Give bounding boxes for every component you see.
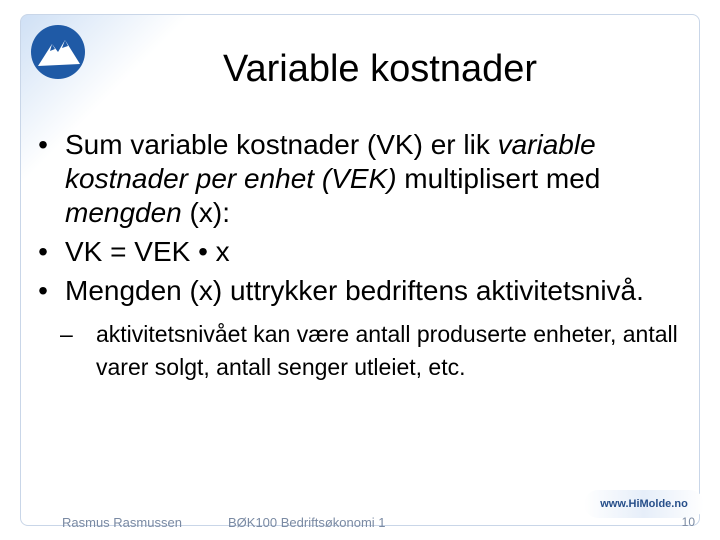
footer-author: Rasmus Rasmussen (62, 515, 182, 530)
bullet-1-text-c: multiplisert med (396, 163, 601, 194)
bullet-1-text-d: mengden (65, 197, 182, 228)
bullet-3-text: Mengden (x) uttrykker bedriftens aktivitetsnivå. (65, 275, 644, 306)
sub-bullet-1-text: aktivitetsnivået kan være antall produserte enheter, antall varer solgt, antall senger utleiet, etc. (96, 321, 678, 380)
bullet-1 (32, 128, 692, 230)
sub-bullet-1 (60, 318, 692, 384)
bullet-2 (32, 235, 692, 269)
bullet-dot: • (38, 275, 48, 306)
bullet-dot: • (38, 129, 48, 160)
bullet-2-text: VK = VEK • x (65, 236, 230, 267)
bullet-dot: • (38, 236, 48, 267)
bullet-1-text-e: (x): (181, 197, 230, 228)
bullet-1-text-b: variable kostnader per enhet (VEK) (65, 129, 596, 194)
slide-title: Variable kostnader (222, 48, 538, 90)
bullet-1-text-a: Sum variable kostnader (VK) er lik (65, 129, 498, 160)
sub-bullet-dash: – (60, 321, 73, 347)
page-number: 10 (681, 515, 695, 529)
bullet-3 (32, 274, 692, 308)
brand-url: www.HiMolde.no (584, 490, 704, 518)
slide-body (32, 128, 692, 384)
footer-course: BØK100 Bedriftsøkonomi 1 (228, 515, 386, 530)
